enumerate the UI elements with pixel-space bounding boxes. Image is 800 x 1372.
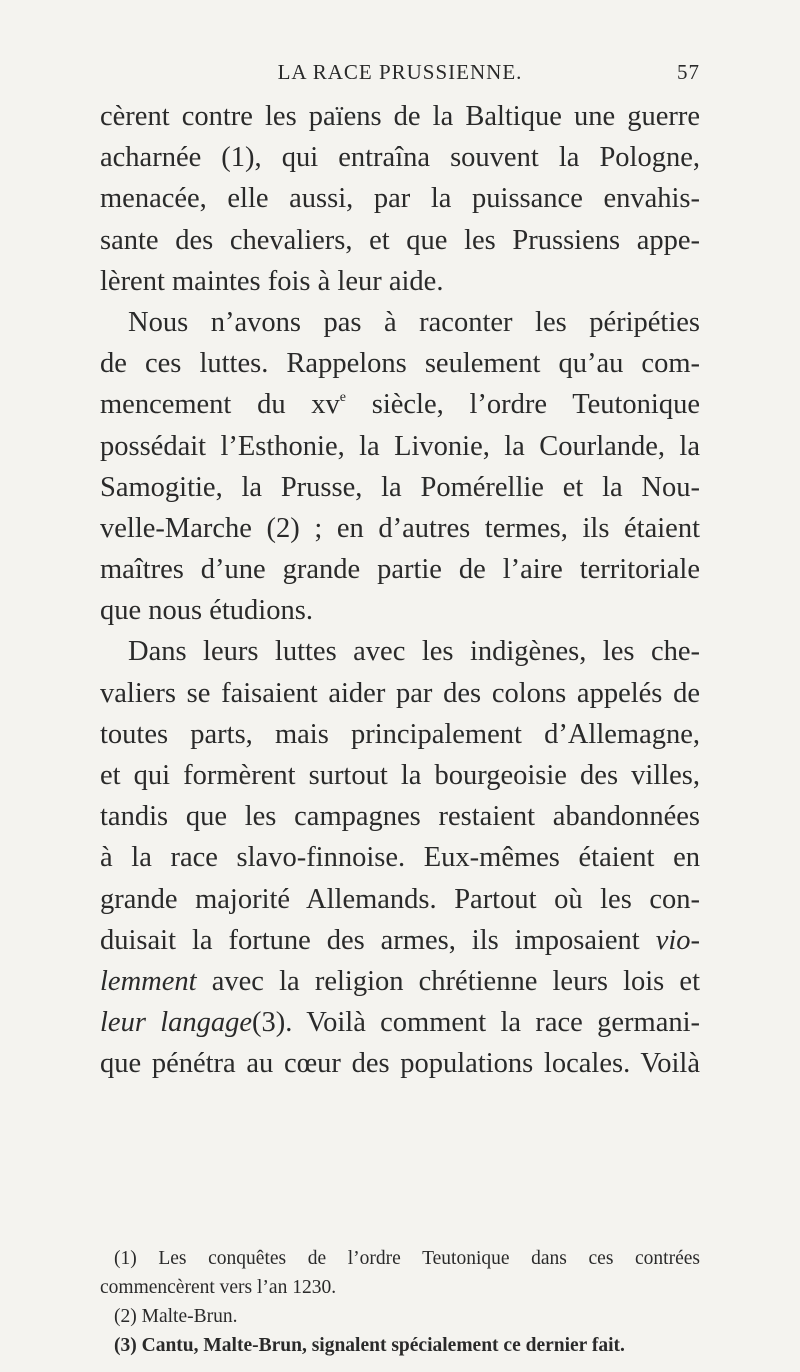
text-fragment: duisait la fortune des armes, ils imposaient	[100, 924, 656, 956]
footnote-1-continued: commencèrent vers l’an 1230.	[100, 1277, 337, 1298]
text-line: lèrent maintes fois à leur aide.	[100, 265, 444, 297]
page-number: 57	[677, 60, 700, 84]
footnote-3: (3) Cantu, Malte-Brun, signalent spécialement ce dernier fait.	[114, 1335, 625, 1356]
text-line: possédait l’Esthonie, la Livonie, la Courlande, la	[100, 430, 700, 462]
text-line: Samogitie, la Prusse, la Pomérellie et la Nou-	[100, 471, 700, 503]
footnote-2: (2) Malte-Brun.	[114, 1306, 238, 1327]
italic-fragment: vio-	[655, 924, 700, 956]
text-line: que nous étudions.	[100, 595, 313, 627]
text-line: tandis que les campagnes restaient abandonnées	[100, 801, 700, 833]
text-line: Nous n’avons pas à raconter les péripéties	[128, 306, 700, 338]
body-text	[100, 96, 700, 1085]
footnote-1: (1) Les conquêtes de l’ordre Teutonique dans ces contrées	[114, 1248, 700, 1269]
text-line	[100, 384, 700, 425]
text-line: que pénétra au cœur des populations locales. Voilà	[100, 1048, 700, 1080]
text-line: sante des chevaliers, et que les Prussiens appe-	[100, 224, 700, 256]
italic-fragment: lemment	[100, 965, 197, 997]
text-line: cèrent contre les païens de la Baltique une guerre	[100, 101, 700, 132]
footnotes	[100, 1244, 700, 1360]
running-head	[100, 60, 700, 90]
italic-fragment: leur langage	[100, 1007, 253, 1039]
text-fragment: mencement du	[100, 389, 312, 421]
text-line: valiers se faisaient aider par des colons appelés de	[100, 677, 700, 709]
text-fragment: siècle, l’ordre Teutonique	[371, 389, 700, 421]
text-line: et qui formèrent surtout la bourgeoisie des villes,	[100, 760, 700, 791]
text-line: acharnée (1), qui entraîna souvent la Pologne,	[100, 142, 700, 174]
century-superscript: e	[339, 390, 347, 406]
century-roman: xv	[311, 389, 340, 421]
text-line: de ces luttes. Rappelons seulement qu’au com-	[100, 348, 700, 380]
text-line	[100, 920, 700, 961]
text-line	[100, 1002, 700, 1043]
text-line: toutes parts, mais principalement d’Allemagne,	[100, 718, 700, 750]
text-line: Dans leurs luttes avec les indigènes, les che-	[128, 636, 700, 668]
text-line: grande majorité Allemands. Partout où les con-	[100, 883, 700, 915]
text-fragment: (3). Voilà comment la race germani-	[252, 1007, 700, 1039]
text-line: velle-Marche (2) ; en d’autres termes, ils étaient	[100, 512, 700, 544]
text-line	[100, 961, 700, 1002]
text-line: maîtres d’une grande partie de l’aire territoriale	[100, 554, 700, 586]
text-line: menacée, elle aussi, par la puissance envahis-	[100, 183, 700, 215]
text-fragment: avec la religion chrétienne leurs lois et	[196, 965, 700, 997]
text-line: à la race slavo-finnoise. Eux-mêmes étaient en	[100, 842, 700, 874]
running-title: LA RACE PRUSSIENNE.	[277, 60, 523, 84]
